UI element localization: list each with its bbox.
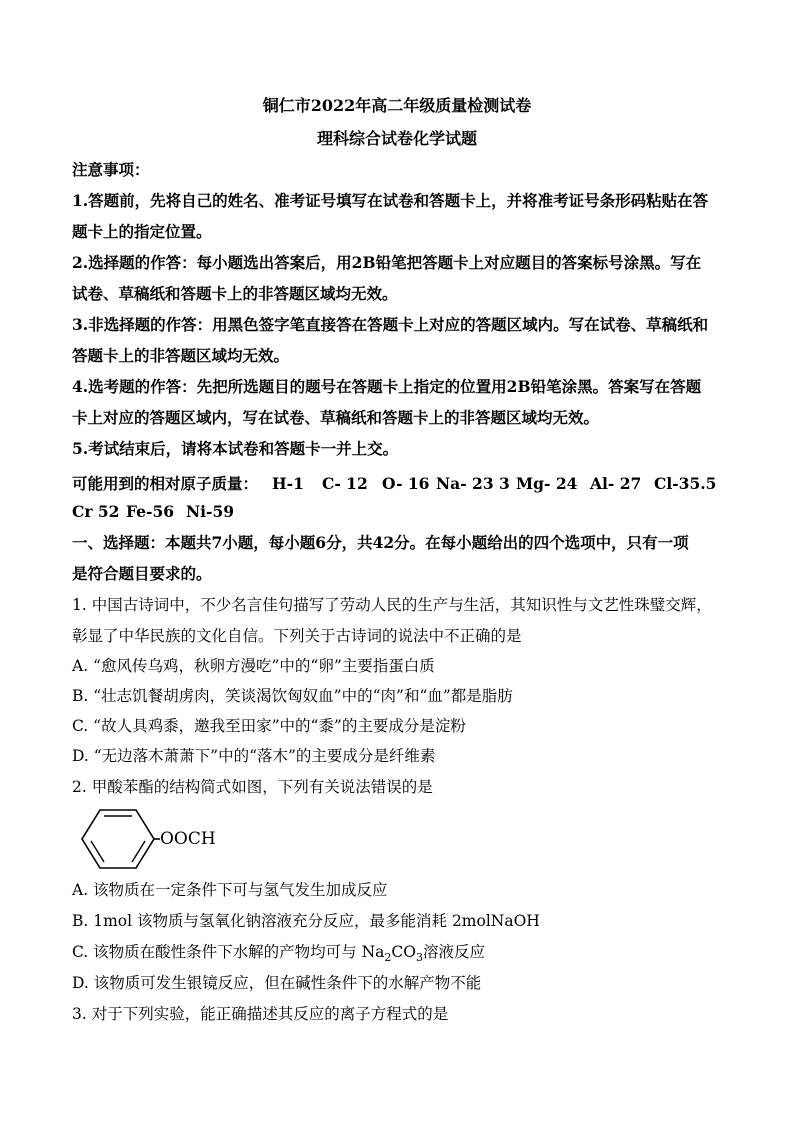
question-2-option-b: B. 1mol 该物质与氢氧化钠溶液充分反应，最多能消耗 2molNaOH [72,912,540,930]
atomic-mass: H-1 [272,474,304,493]
question-1-stem-cont: 彰显了中华民族的文化自信。下列关于古诗词的说法中不正确的是 [72,627,522,645]
benzene-ring-structure [74,806,160,872]
question-1-option-b: B. “壮志饥餐胡虏肉，笑谈渴饮匈奴血”中的“肉”和“血”都是脂肪 [72,687,513,705]
notes-line: 5.考试结束后，请将本试卷和答题卡一并上交。 [72,439,399,458]
formula-text: CO [391,943,416,961]
question-1-stem: 1. 中国古诗词中，不少名言佳句描写了劳动人民的生产与生活，其知识性与文艺性珠璧交辉， [72,596,712,614]
question-3-stem: 3. 对于下列实验，能正确描述其反应的离子方程式的是 [72,1005,449,1023]
question-2-option-c [72,942,485,968]
subscript: 3 [415,951,423,965]
notes-line: 题卡上的指定位置。 [72,222,212,241]
atomic-mass: Al- 27 [590,474,642,493]
atomic-mass: Fe-56 [126,502,175,521]
atomic-mass: C- 12 [322,474,368,493]
atomic-mass: O- 16 [382,474,430,493]
notes-line: 答题卡上的非答题区域均无效。 [72,346,290,365]
atomic-mass: Na- 23 3 [436,474,510,493]
notes-line: 3.非选择题的作答：用黑色签字笔直接答在答题卡上对应的答题区域内。写在试卷、草稿纸和 [72,315,709,334]
exam-subtitle: 理科综合试卷化学试题 [316,129,477,148]
notes-line: 4.选考题的作答：先把所选题目的题号在答题卡上指定的位置用2B铅笔涂黑。答案写在答题 [72,377,702,396]
atomic-masses-row-2 [72,502,234,521]
section-heading: 一、选择题：本题共7小题，每小题6分，共42分。在每小题给出的四个选项中，只有一项 [72,533,689,552]
option-c-text-end: 溶液反应 [422,943,485,961]
question-1-option-c: C. “故人具鸡黍，邀我至田家”中的“黍”的主要成分是淀粉 [72,717,466,735]
question-1-option-d: D. “无边落木萧萧下”中的“落木”的主要成分是纤维素 [72,747,436,765]
question-2-option-a: A. 该物质在一定条件下可与氢气发生加成反应 [72,881,388,899]
atomic-masses-row [72,472,716,494]
notes-line: 试卷、草稿纸和答题卡上的非答题区域均无效。 [72,284,398,303]
question-2-option-d: D. 该物质可发生银镜反应，但在碱性条件下的水解产物不能 [72,974,482,992]
section-heading-cont: 是符合题目要求的。 [72,564,212,583]
exam-title: 铜仁市2022年高二年级质量检测试卷 [262,96,532,115]
atomic-mass: Cr 52 [72,502,120,521]
question-2-stem: 2. 甲酸苯酯的结构简式如图，下列有关说法错误的是 [72,778,433,796]
atomic-mass: Cl-35.5 [654,474,717,493]
atomic-mass: Mg- 24 [516,474,578,493]
notes-line: 1.答题前，先将自己的姓名、准考证号填写在试卷和答题卡上，并将准考证号条形码粘贴在答 [72,191,709,210]
atomic-masses-label: 可能用到的相对原子质量： [72,474,259,493]
formyloxy-group-label: OOCH [160,829,216,849]
subscript: 2 [384,951,392,965]
notes-line: 卡上对应的答题区域内，写在试卷、草稿纸和答题卡上的非答题区域均无效。 [72,408,600,427]
question-1-option-a: A. “愈风传乌鸡，秋卵方漫吃”中的“卵”主要指蛋白质 [72,657,435,675]
option-c-text: C. 该物质在酸性条件下水解的产物均可与 Na [72,943,385,961]
notes-line: 2.选择题的作答：每小题选出答案后，用2B铅笔把答题卡上对应题目的答案标号涂黑。写在 [72,253,702,272]
notes-heading: 注意事项： [72,160,150,179]
atomic-mass: Ni-59 [186,502,235,521]
